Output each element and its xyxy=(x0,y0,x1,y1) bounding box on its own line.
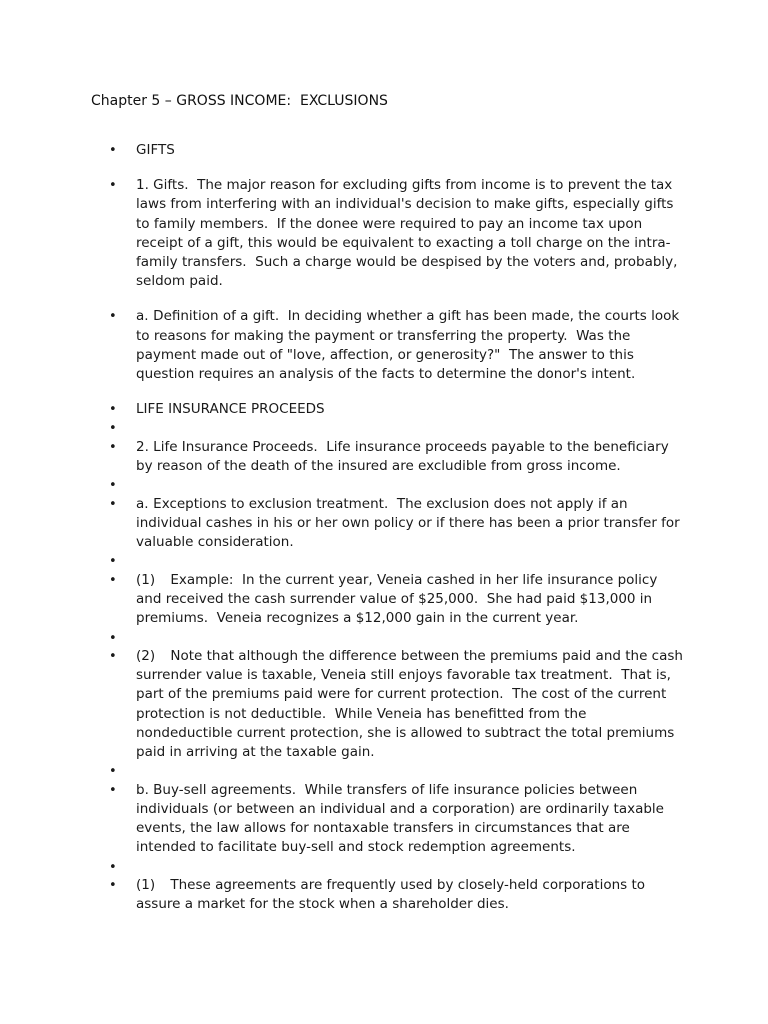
list-item-text: GIFTS xyxy=(136,142,175,158)
bullet-icon: • xyxy=(109,878,117,894)
list-item-text: a. Exceptions to exclusion treatment. The exclusion does not apply if an individual cashes in his or her own policy or if there has been a prior transfer for valuable consideration. xyxy=(136,495,685,551)
bullet-icon: • xyxy=(109,143,117,158)
list-item-text: 2. Life Insurance Proceeds. Life insurance proceeds payable to the beneficiary by reason of the death of the insured are excludible from gross income. xyxy=(136,438,674,475)
bullet-icon: • xyxy=(109,554,117,570)
bullet-icon: • xyxy=(109,178,117,194)
bullet-icon: • xyxy=(109,402,117,418)
list-item xyxy=(0,307,686,384)
bullet-icon: • xyxy=(109,421,117,437)
chapter-title: Chapter 5 – GROSS INCOME: EXCLUSIONS xyxy=(91,93,388,109)
list-item-text: a. Definition of a gift. In deciding whether a gift has been made, the courts look to reasons for making the payment or transferring the property. Was the payment made out of "love, affection, or generosity?" The answer to this question requires an analysis of the facts to determine the donor's intent. xyxy=(136,308,684,383)
empty-list-item xyxy=(0,629,686,648)
list-item-text: 1. Gifts. The major reason for excluding gifts from income is to prevent the tax laws from interfering with an individual's decision to make gifts, especially gifts to family members. If the donee were required to pay an income tax upon receipt of a gift, this would be equivalent to exacting a toll charge on the intra-family transfers. Such a charge would be despised by the voters and, probably, seldom paid. xyxy=(136,177,682,290)
bullet-icon: • xyxy=(109,572,117,588)
list-item xyxy=(0,495,686,553)
list-item xyxy=(0,438,686,476)
empty-list-item xyxy=(0,419,686,438)
empty-list-item xyxy=(0,858,686,877)
list-item-text: LIFE INSURANCE PROCEEDS xyxy=(136,401,325,418)
list-item xyxy=(0,647,686,762)
list-item-text: (2) Note that although the difference between the premiums paid and the cash surrender value is taxable, Veneia still enjoys favorable tax treatment. That is, part of the premiums paid were for current protection. The cost of the current protection is not deductible. While Veneia has benefitted from the nondeductible current protection, she is allowed to subtract the total premiums paid in arriving at the taxable gain. xyxy=(136,648,688,761)
bullet-icon: • xyxy=(109,630,117,646)
list-item-text: (1) Example: In the current year, Veneia cashed in her life insurance policy and received the cash surrender value of $25,000. She had paid $13,000 in premiums. Veneia recognizes a $12,000 gain in the current year. xyxy=(136,571,662,627)
list-item-text: (1) These agreements are frequently used by closely-held corporations to assure a market for the stock when a shareholder dies. xyxy=(136,877,650,913)
empty-list-item xyxy=(0,552,686,571)
bullet-icon: • xyxy=(109,859,117,875)
bullet-list xyxy=(0,141,768,915)
empty-list-item xyxy=(0,476,686,495)
bullet-icon: • xyxy=(109,478,117,494)
list-item-text: b. Buy-sell agreements. While transfers of life insurance policies between individuals (or between an individual and a corporation) are ordinarily taxable events, the law allows for nontaxable transfers in circumstances that are intended to facilitate buy-sell and stock redemption agreements. xyxy=(136,781,669,856)
list-item xyxy=(0,141,686,160)
list-item xyxy=(0,876,686,914)
list-item xyxy=(0,176,686,291)
bullet-icon: • xyxy=(109,439,117,455)
list-item xyxy=(0,400,686,419)
bullet-icon: • xyxy=(109,764,117,780)
list-item xyxy=(0,781,686,858)
bullet-icon: • xyxy=(109,496,117,512)
empty-list-item xyxy=(0,762,686,781)
bullet-icon: • xyxy=(109,649,117,665)
bullet-icon: • xyxy=(109,309,117,325)
list-item xyxy=(0,571,686,629)
bullet-icon: • xyxy=(109,782,117,798)
